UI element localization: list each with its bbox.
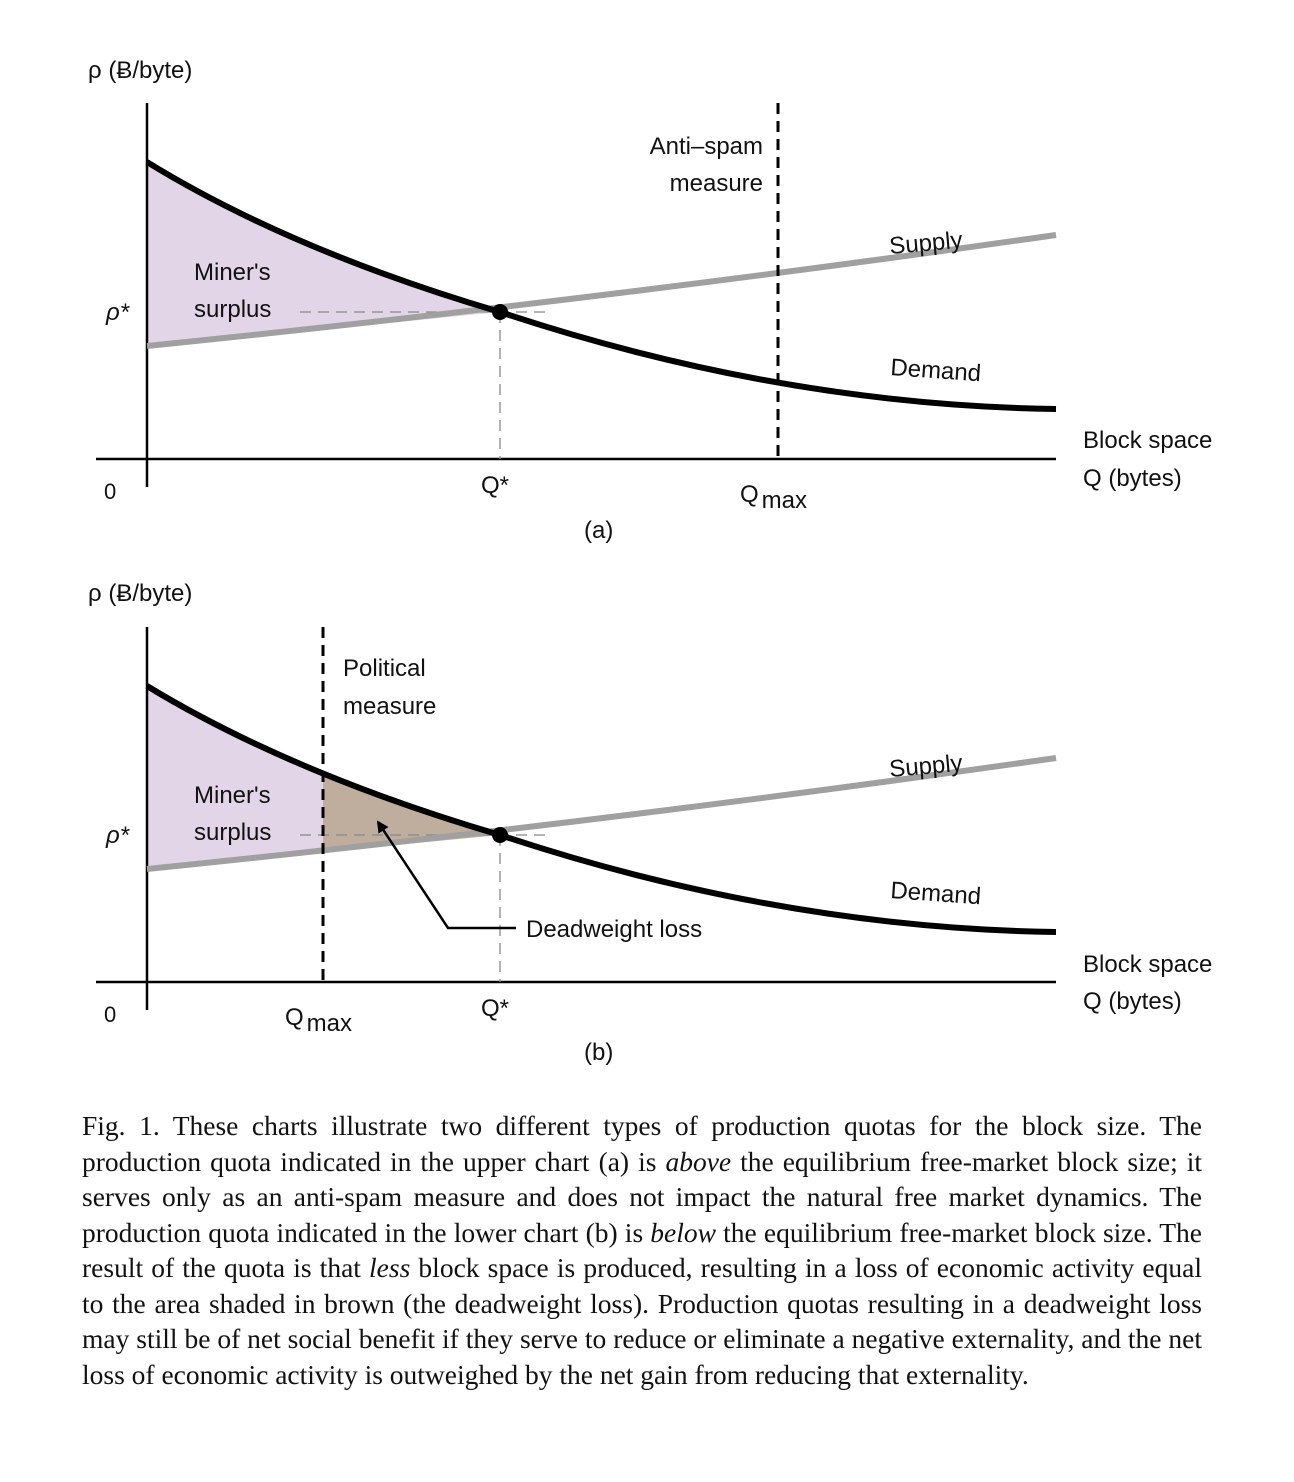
- caption-part-3: the equilibrium free-market block size. The result of the quota is that: [82, 1216, 1202, 1283]
- equilibrium-quantity-label: Q*: [481, 995, 510, 1022]
- demand-label: Demand: [889, 877, 982, 911]
- x-axis-label-line1: Block space: [1083, 427, 1213, 454]
- panel-a: [88, 57, 1212, 544]
- origin-label: 0: [104, 479, 117, 504]
- figure-caption: [82, 1108, 1202, 1392]
- equilibrium-point: [492, 827, 508, 843]
- origin-label: 0: [104, 1002, 117, 1027]
- caption-emphasis-less: less: [369, 1252, 411, 1283]
- measure-label-line2: measure: [669, 170, 763, 197]
- panel-label: (a): [584, 517, 614, 544]
- demand-label: Demand: [889, 354, 982, 388]
- caption-emphasis-above: above: [665, 1145, 732, 1177]
- caption-part-4: block space is produced, resulting in a loss of economic activity equal to the area shaded in brown (the deadweight loss). Production quotas resulting in a deadweight loss may still be of net social benefit if they serve to reduce or eliminate a negative externality, and the net loss of economic activity is outweighed by the net gain from reducing that externality.: [82, 1252, 1202, 1390]
- equilibrium-quantity-label: Q*: [481, 472, 510, 499]
- price-label: ρ*: [106, 822, 130, 849]
- surplus-label-line1: Miner's: [194, 259, 271, 286]
- qmax-main: Q: [740, 481, 759, 508]
- x-axis-label-line2: Q (bytes): [1083, 465, 1182, 492]
- qmax-sub: max: [761, 487, 808, 514]
- y-axis-label: ρ (Ƀ/byte): [88, 580, 193, 607]
- measure-label-line1: Anti–spam: [649, 133, 763, 160]
- surplus-label-line2: surplus: [194, 296, 272, 323]
- qmax-label: [740, 481, 807, 514]
- caption-emphasis-below: below: [650, 1216, 716, 1248]
- panel-label: (b): [584, 1039, 614, 1066]
- y-axis-label: ρ (Ƀ/byte): [88, 57, 193, 84]
- deadweight-loss-label: Deadweight loss: [526, 916, 703, 943]
- caption-part-1: Fig. 1. These charts illustrate two different types of production quotas for the block size. The production quota indicated in the upper chart (a) is: [82, 1110, 1202, 1177]
- qmax-label: [285, 1004, 352, 1037]
- surplus-label-line2: surplus: [194, 819, 272, 846]
- supply-label: Supply: [888, 749, 964, 783]
- x-axis-label-line2: Q (bytes): [1083, 988, 1182, 1015]
- panel-b: [88, 580, 1212, 1066]
- qmax-main: Q: [285, 1004, 304, 1031]
- measure-label-line1: Political: [343, 655, 426, 682]
- price-label: ρ*: [106, 299, 130, 326]
- measure-label-line2: measure: [343, 693, 437, 720]
- x-axis-label-line1: Block space: [1083, 951, 1213, 978]
- caption-part-2: the equilibrium free-market block size; it serves only as an anti-spam measure and does not impact the natural free market dynamics. The production quota indicated in the lower chart (b) is: [82, 1145, 1203, 1248]
- qmax-sub: max: [306, 1010, 353, 1037]
- equilibrium-point: [492, 304, 508, 320]
- supply-label: Supply: [888, 226, 964, 260]
- surplus-label-line1: Miner's: [194, 782, 271, 809]
